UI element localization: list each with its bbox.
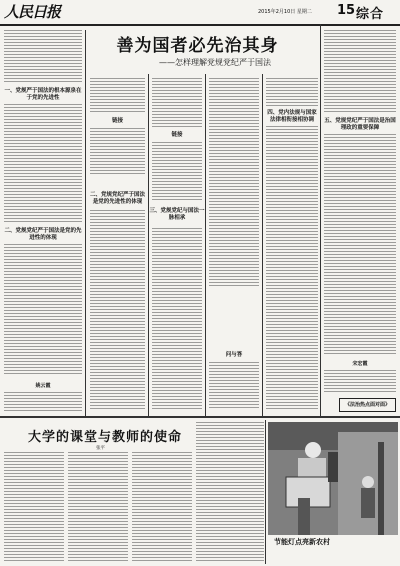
body-text-block <box>4 104 82 222</box>
column-rule <box>262 74 263 416</box>
photo-illustration <box>268 422 398 535</box>
body-text-block <box>90 128 145 174</box>
body-text-block <box>90 78 145 114</box>
body-text-block <box>152 142 202 202</box>
page-number: 15 <box>337 3 356 18</box>
lead-subheadline: ——怎样理解党规党纪严于国法 <box>159 58 271 67</box>
section-heading: 二、党规党纪严于国法是党的先进性的体现 <box>90 192 146 205</box>
page-section: 综合 <box>356 7 385 22</box>
column-rule <box>148 74 149 416</box>
body-text-block <box>324 370 396 394</box>
newspaper-logo: 人民日报 <box>4 3 61 21</box>
column-rule <box>205 74 206 416</box>
body-text-block <box>266 126 318 410</box>
section-heading: 三、党规党纪与国法一脉相承 <box>149 208 205 221</box>
section-heading: 问与答 <box>225 352 243 358</box>
body-text-block <box>266 78 318 106</box>
bottom-author: 张平 <box>96 446 105 451</box>
section-divider <box>0 416 400 418</box>
body-text-block <box>152 228 202 410</box>
body-text-block <box>4 392 82 412</box>
column-rule <box>265 420 266 564</box>
section-heading: 二、党规党纪严于国法是党的先进性的体现 <box>4 228 82 241</box>
promo-box: 《法治热点面对面》 <box>339 398 396 412</box>
body-text-block <box>4 30 82 82</box>
body-text-block <box>4 452 64 562</box>
body-text-block <box>209 362 259 410</box>
masthead-bar <box>0 0 400 26</box>
lead-headline: 善为国者必先治其身 <box>116 36 279 56</box>
news-photo <box>268 422 398 535</box>
byline: 宋宏霞 <box>352 361 368 367</box>
body-text-block <box>324 134 396 354</box>
byline: 姚云霞 <box>35 383 51 389</box>
sidebar-label: 链接 <box>171 132 183 138</box>
column-rule <box>85 30 86 416</box>
body-text-block <box>90 210 145 410</box>
body-text-block <box>4 244 82 376</box>
column-rule <box>320 24 321 416</box>
issue-dateline: 2015年2月10日 星期二 <box>258 9 312 15</box>
body-text-block <box>196 422 264 562</box>
section-heading: 一、党规严于国法的根本源泉在于党的先进性 <box>4 88 82 101</box>
body-text-block <box>152 78 202 128</box>
body-text-block <box>324 30 396 114</box>
section-heading: 五、党规党纪严于国法是治国理政的重要保障 <box>324 118 396 131</box>
photo-caption: 节能灯点亮新农村 <box>274 537 330 546</box>
body-text-block <box>209 78 259 286</box>
bottom-headline: 大学的课堂与教师的使命 <box>28 430 183 445</box>
body-text-block <box>132 452 192 562</box>
section-heading: 四、党内法规与国家法律相衔接相协调 <box>267 110 317 123</box>
sidebar-label: 链接 <box>111 118 123 124</box>
body-text-block <box>68 452 128 562</box>
